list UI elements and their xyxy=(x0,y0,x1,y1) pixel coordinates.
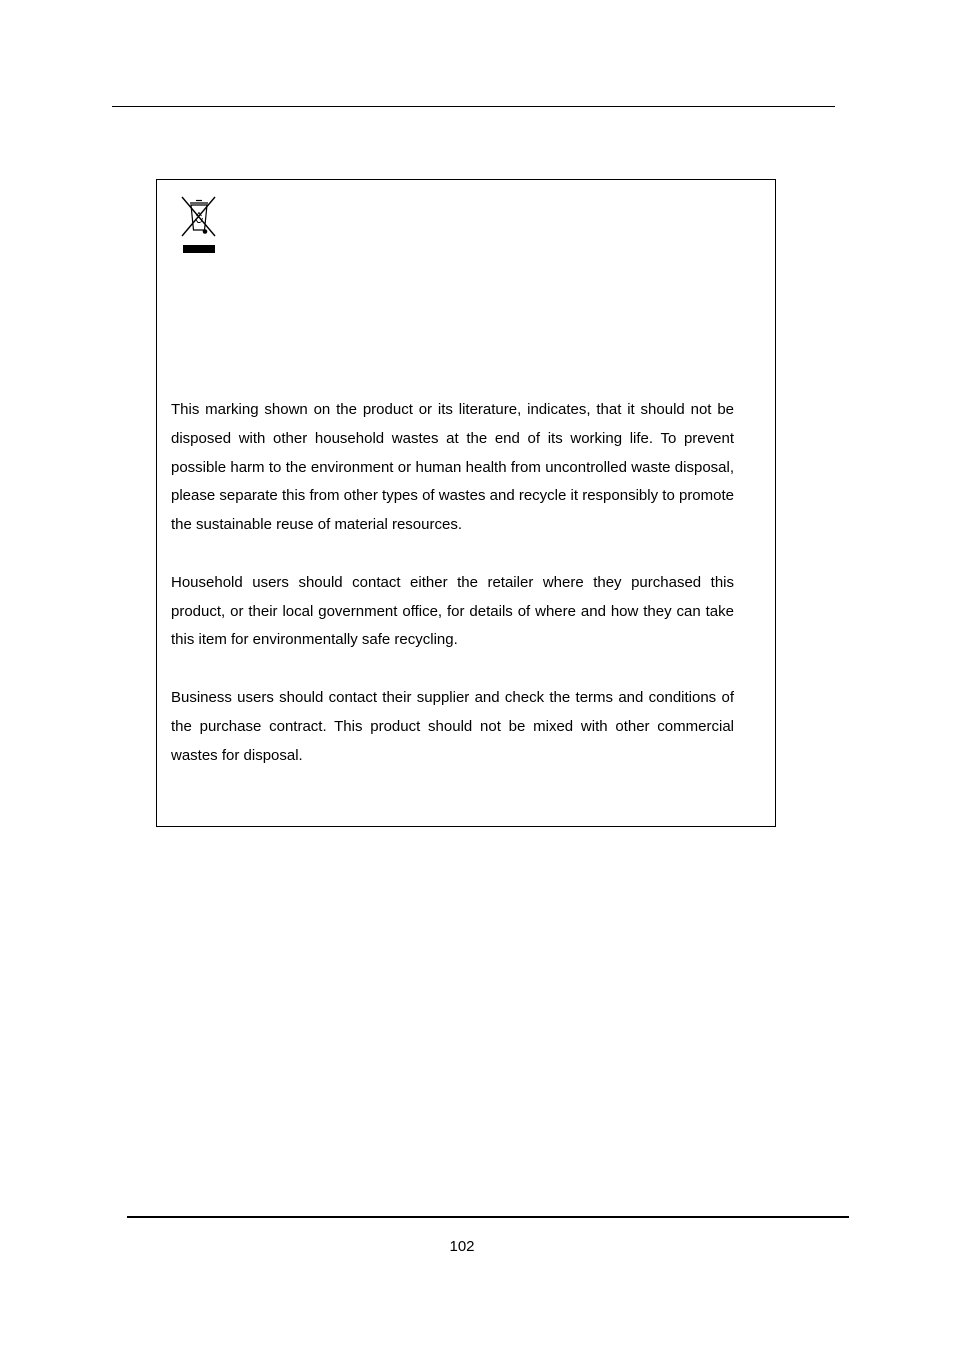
notice-body xyxy=(171,396,734,799)
notice-paragraph: Business users should contact their supplier and check the terms and conditions of the purchase contract. This product should not be mixed with other commercial wastes for disposal. xyxy=(171,688,734,764)
notice-paragraph: Household users should contact either the retailer where they purchased this product, or their local government office, for details of where and how they can take this item for environmentally safe recycling. xyxy=(171,573,734,649)
header-rule xyxy=(112,106,835,107)
crossed-out-wheelie-bin-icon xyxy=(180,194,218,256)
notice-paragraph: This marking shown on the product or its literature, indicates, that it should not be disposed with other household wastes at the end of its working life. To prevent possible harm to the environment or human health from uncontrolled waste disposal, please separate this from other types of wastes and recycle it responsibly to promote the sustainable reuse of material resources. xyxy=(171,401,734,534)
page-number: 102 xyxy=(449,1238,475,1255)
footer-rule xyxy=(127,1216,849,1218)
weee-notice-box xyxy=(156,179,776,827)
